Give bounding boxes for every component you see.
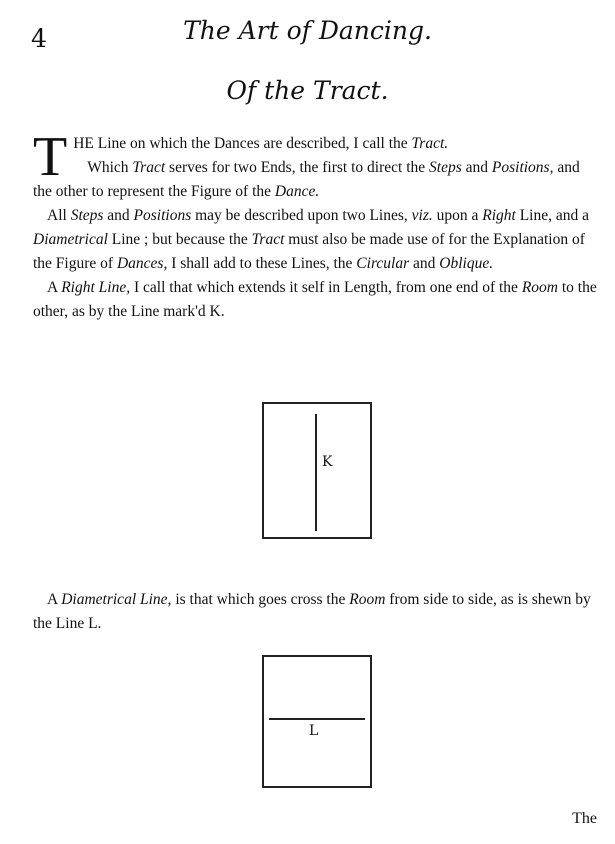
text: is that which goes cross the xyxy=(171,590,350,608)
line-label-k: K xyxy=(322,454,333,470)
page-number: 4 xyxy=(31,24,47,53)
text: and xyxy=(461,159,492,176)
text: I call that which extends it self in Length, from one end of the xyxy=(130,279,522,296)
emphasis: Room xyxy=(349,590,386,608)
text: upon a xyxy=(432,207,483,224)
emphasis: Positions xyxy=(133,207,192,224)
emphasis: Right xyxy=(482,207,516,224)
text: may be described upon two Lines, xyxy=(191,207,412,224)
emphasis: Steps xyxy=(70,207,104,224)
section-title: Of the Tract. xyxy=(226,76,389,105)
text: Which xyxy=(87,159,133,176)
line-label-l: L xyxy=(309,723,319,739)
catchword: The xyxy=(572,810,597,827)
text: to the other, as by the Line mark'd K. xyxy=(33,279,597,320)
drop-cap: T xyxy=(33,126,68,188)
room-figure-diametrical-line xyxy=(262,655,372,788)
right-line xyxy=(315,414,317,531)
diametrical-line xyxy=(269,718,365,720)
text: Line ; but because the xyxy=(107,231,252,248)
text: and xyxy=(409,255,440,272)
emphasis: Tract xyxy=(132,159,166,176)
text: must also be made use of for the Explanation of the Figure of xyxy=(33,231,585,272)
running-head: The Art of Dancing. xyxy=(183,16,432,45)
text: serves for two Ends, the first to direct the xyxy=(165,159,430,176)
emphasis: Diametrical xyxy=(33,231,108,248)
text: All xyxy=(47,207,71,224)
emphasis: viz. xyxy=(411,207,433,224)
emphasis: Tract xyxy=(251,231,285,248)
text: I shall add to these Lines, the xyxy=(167,255,357,272)
paragraph-diametrical-line xyxy=(33,588,598,636)
emphasis: Dances, xyxy=(116,255,168,272)
text: and the other to represent the Figure of the xyxy=(33,159,580,200)
emphasis: Diametrical Line, xyxy=(61,590,172,608)
paragraph-two-lines xyxy=(33,204,598,276)
lead-word: HE xyxy=(73,135,94,152)
text: from side to side, as is shewn by the Line L. xyxy=(33,590,591,632)
text: Line on which the Dances are described, I call the xyxy=(93,135,412,152)
body-text xyxy=(33,126,598,324)
emphasis: Oblique. xyxy=(439,255,494,272)
text: Line, and a xyxy=(515,207,590,224)
emphasis: Room xyxy=(521,279,558,296)
text: and xyxy=(103,207,134,224)
emphasis: Tract. xyxy=(411,135,449,152)
emphasis: Dance. xyxy=(274,183,320,200)
emphasis: Circular xyxy=(356,255,410,272)
paragraph-right-line xyxy=(33,276,598,324)
paragraph-tract-ends xyxy=(33,156,598,204)
emphasis: Steps xyxy=(429,159,462,176)
emphasis: Right Line, xyxy=(61,279,131,296)
text: A xyxy=(47,279,62,296)
emphasis: Positions, xyxy=(491,159,554,176)
room-figure-right-line xyxy=(262,402,372,539)
text: A xyxy=(47,590,62,608)
